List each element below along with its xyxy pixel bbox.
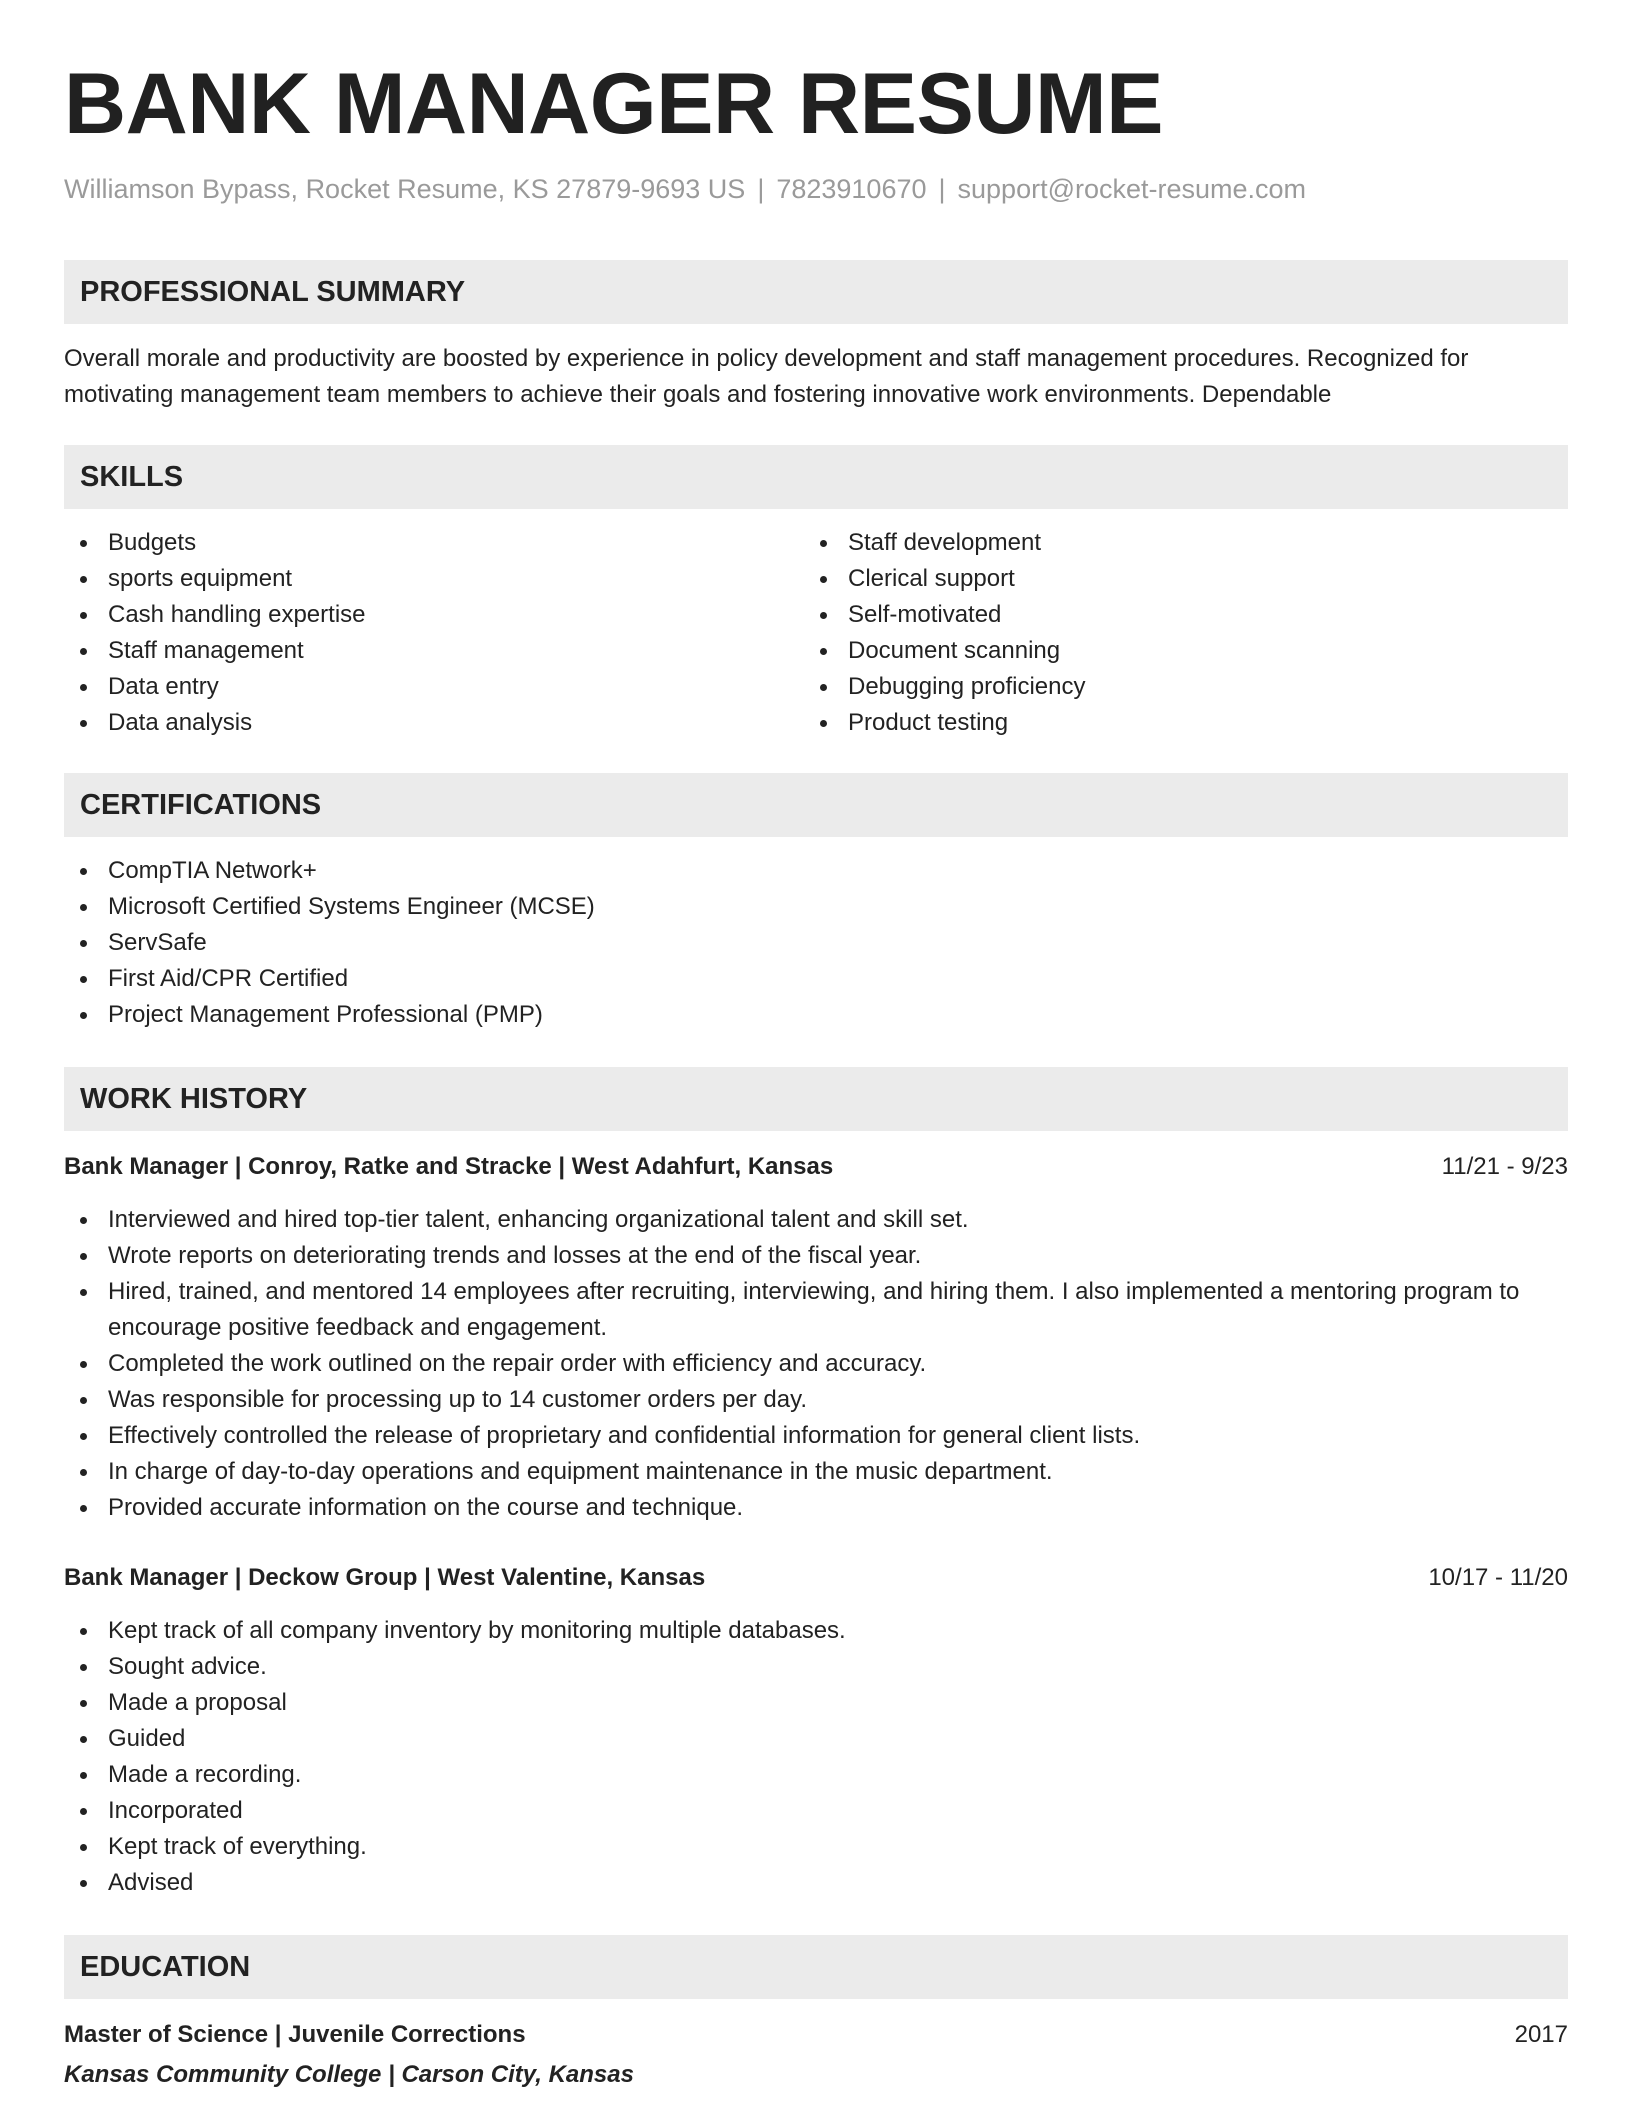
skill-item: Self-motivated <box>804 597 1568 633</box>
job-header <box>64 1560 1568 1596</box>
job-duty-item: Hired, trained, and mentored 14 employees after recruiting, interviewing, and hiring them. I also implemented a mentoring program to encourage positive feedback and engagement. <box>64 1274 1568 1346</box>
job-duty-item: Kept track of everything. <box>64 1829 1568 1865</box>
certification-item: Project Management Professional (PMP) <box>64 997 1568 1033</box>
job-duty-item: Made a proposal <box>64 1685 1568 1721</box>
job-duties-list <box>64 1613 1568 1901</box>
job-duty-item: Provided accurate information on the course and technique. <box>64 1490 1568 1526</box>
job-duty-item: Kept track of all company inventory by monitoring multiple databases. <box>64 1613 1568 1649</box>
job-duty-item: Wrote reports on deteriorating trends and losses at the end of the fiscal year. <box>64 1238 1568 1274</box>
summary-text: Overall morale and productivity are boosted by experience in policy development and staff management procedures. Recognized for motivating management team members to achieve their goals and fostering innovative work environments. Dependable <box>64 345 1469 408</box>
skill-item: Document scanning <box>804 633 1568 669</box>
job-duty-item: In charge of day-to-day operations and equipment maintenance in the music department. <box>64 1454 1568 1490</box>
contact-line <box>64 172 1568 206</box>
certification-item: ServSafe <box>64 925 1568 961</box>
skill-item: Staff development <box>804 525 1568 561</box>
skills-list-right <box>804 525 1568 741</box>
job-dates: 10/17 - 11/20 <box>1428 1564 1568 1591</box>
section-heading-summary: PROFESSIONAL SUMMARY <box>64 260 1568 324</box>
skills-list-left <box>64 525 804 741</box>
job-duty-item: Advised <box>64 1865 1568 1901</box>
skill-item: Data analysis <box>64 705 804 741</box>
contact-phone: 7823910670 <box>776 174 927 204</box>
job-title: Bank Manager | Deckow Group | West Valentine, Kansas <box>64 1564 706 1591</box>
resume-title: BANK MANAGER RESUME <box>64 56 1163 152</box>
education-degree: Master of Science | Juvenile Corrections <box>64 2021 526 2048</box>
skill-item: Cash handling expertise <box>64 597 804 633</box>
education-header <box>64 2017 1568 2053</box>
section-heading-certifications: CERTIFICATIONS <box>64 773 1568 837</box>
job-duty-item: Sought advice. <box>64 1649 1568 1685</box>
section-heading-skills: SKILLS <box>64 445 1568 509</box>
skill-item: sports equipment <box>64 561 804 597</box>
section-heading-education: EDUCATION <box>64 1935 1568 1999</box>
contact-separator: | <box>757 174 765 204</box>
skill-item: Clerical support <box>804 561 1568 597</box>
contact-email: support@rocket-resume.com <box>957 174 1307 204</box>
job-duties-list <box>64 1202 1568 1526</box>
certification-item: CompTIA Network+ <box>64 853 1568 889</box>
skill-item: Debugging proficiency <box>804 669 1568 705</box>
contact-separator: | <box>938 174 946 204</box>
job-header <box>64 1149 1568 1185</box>
certifications-list <box>64 853 1568 1033</box>
job-title: Bank Manager | Conroy, Ratke and Stracke | West Adahfurt, Kansas <box>64 1153 834 1180</box>
job-duty-item: Interviewed and hired top-tier talent, enhancing organizational talent and skill set. <box>64 1202 1568 1238</box>
certification-item: First Aid/CPR Certified <box>64 961 1568 997</box>
job-duty-item: Completed the work outlined on the repair order with efficiency and accuracy. <box>64 1346 1568 1382</box>
skills-grid <box>64 525 1568 741</box>
job-duty-item: Incorporated <box>64 1793 1568 1829</box>
job-dates: 11/21 - 9/23 <box>1441 1153 1568 1180</box>
certification-item: Microsoft Certified Systems Engineer (MCSE) <box>64 889 1568 925</box>
contact-address: Williamson Bypass, Rocket Resume, KS 27879-9693 US <box>64 174 746 204</box>
skill-item: Budgets <box>64 525 804 561</box>
job-duty-item: Made a recording. <box>64 1757 1568 1793</box>
skill-item: Staff management <box>64 633 804 669</box>
education-year: 2017 <box>1514 2021 1568 2048</box>
job-duty-item: Was responsible for processing up to 14 customer orders per day. <box>64 1382 1568 1418</box>
skill-item: Data entry <box>64 669 804 705</box>
skill-item: Product testing <box>804 705 1568 741</box>
job-duty-item: Guided <box>64 1721 1568 1757</box>
section-heading-work-history: WORK HISTORY <box>64 1067 1568 1131</box>
job-duty-item: Effectively controlled the release of proprietary and confidential information for general client lists. <box>64 1418 1568 1454</box>
education-school: Kansas Community College | Carson City, Kansas <box>64 2061 634 2088</box>
